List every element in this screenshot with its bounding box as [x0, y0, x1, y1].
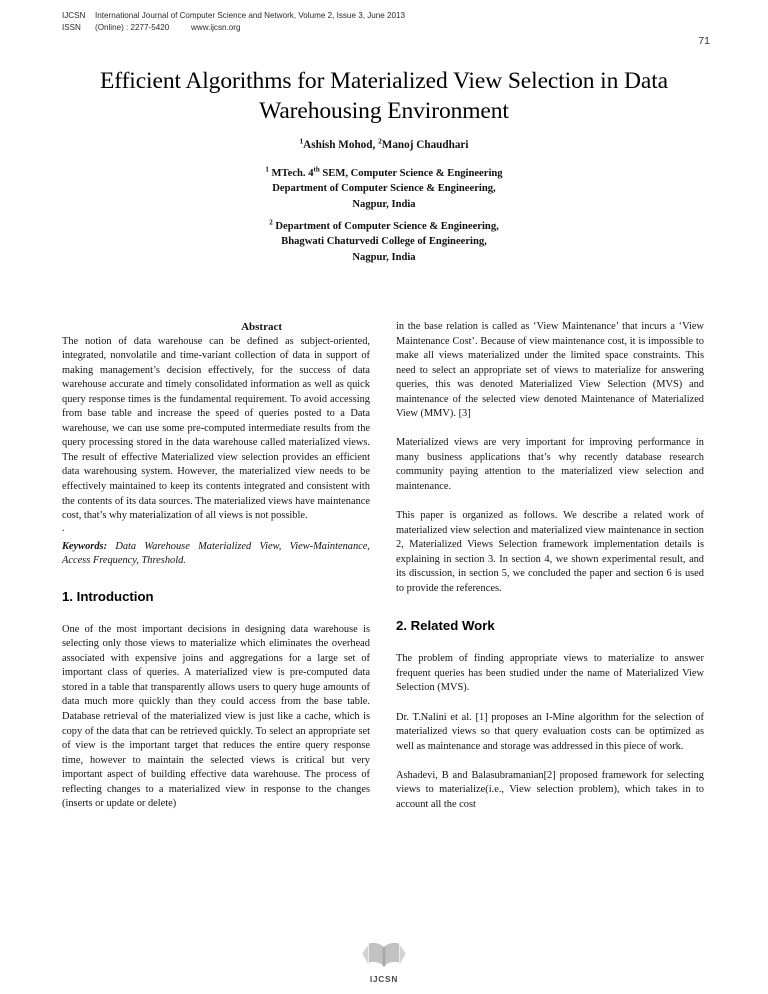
affiliation-2-line-2: Bhagwati Chaturvedi College of Engineering, — [281, 236, 487, 248]
page-number: 71 — [698, 35, 710, 47]
journal-full-title: International Journal of Computer Science and Network, Volume 2, Issue 3, June 2013 — [95, 11, 405, 20]
abstract-heading: Abstract — [241, 321, 282, 333]
introduction-paragraph: One of the most important decisions in designing data warehouse is selecting only those views to materialize which eliminates the overhead associated with expensive joins and aggregations for a large set of important class of queries. A materialized view is pre-computed data stored in a table that transparently allows users to query huge amounts of data much more quickly than they could access from the base table. Database retrieval of the materialized view is just like a cache, which is copy of the data that can be retrieved quickly. To select an appropriate set of view is the important target that reduces the entire query response time, however to maintain the selected views is critical but very important aspect of building effective data warehouse. The process of reflecting changes to a materialized view in response to the changes (inserts or update or delete) — [62, 623, 370, 810]
paper-organization-paragraph: This paper is organized as follows. We describe a related work of materialized view selection and materialized view maintenance in section 2, Materialized Views Selection framework implementation details is explaining in section 3. In section 4, we shown experimental result, and its discussion, in section 5, we concluded the paper and section 6 is used to provide the references. — [396, 510, 704, 594]
affiliation-1-text-a: MTech. 4 — [268, 168, 314, 179]
journal-running-head — [62, 10, 622, 33]
keywords-line — [62, 540, 370, 569]
section-heading-related-work: 2. Related Work — [396, 618, 495, 634]
related-work-paragraph-1: The problem of finding appropriate views to materialize to answer frequent queries has been studied under the name of Materialized View Selection (MVS). — [396, 653, 704, 694]
affiliation-2 — [84, 219, 684, 265]
author-list — [84, 138, 684, 152]
issn-value: (Online) : 2277-5420 — [95, 22, 170, 32]
affiliation-2-text: Department of Computer Science & Engineering, — [272, 221, 499, 232]
section-heading-introduction: 1. Introduction — [62, 588, 154, 604]
abstract-stray-mark: . — [62, 522, 65, 534]
affiliation-1-superscript: 1 — [265, 165, 269, 174]
open-book-icon — [356, 940, 412, 972]
issn-label: ISSN — [62, 22, 81, 32]
affiliation-1 — [84, 166, 684, 212]
left-column — [62, 320, 370, 812]
journal-header-line-1 — [62, 10, 622, 22]
affiliation-2-line-3: Nagpur, India — [352, 251, 416, 263]
affiliation-1-line-2: Department of Computer Science & Engineering, — [272, 183, 496, 195]
affiliation-1-text-b: SEM, Computer Science & Engineering — [319, 168, 503, 179]
affiliation-2-superscript: 2 — [269, 218, 273, 227]
journal-website: www.ijcsn.org — [191, 22, 241, 32]
paper-title: Efficient Algorithms for Materialized View Selection in Data Warehousing Environment — [100, 68, 668, 124]
materialized-views-importance-paragraph: Materialized views are very important for improving performance in many business applications that’s why recently database research community paying attention to the materialized view selection and maintenance. — [396, 437, 704, 493]
related-work-paragraph-2: Dr. T.Nalini et al. [1] proposes an I-Mine algorithm for the selection of materialized views so that query evaluation costs can be optimized as well as maintenance and storage was addressed in this piece of work. — [396, 711, 704, 752]
footer-logo-label: IJCSN — [369, 974, 399, 984]
author-2-superscript: 2 — [378, 136, 382, 146]
related-work-paragraph-3: Ashadevi, B and Balasubramanian[2] proposed framework for selecting views to materialize(i.e., View selection problem), which takes in to account all the cost — [396, 769, 704, 810]
footer-logo — [0, 940, 768, 984]
affiliation-1-ordinal: th — [313, 165, 320, 174]
author-1-superscript: 1 — [299, 136, 304, 146]
author-2-name: Manoj Chaudhari — [381, 139, 469, 151]
keywords-label: Keywords: — [62, 540, 108, 552]
abstract-body: The notion of data warehouse can be defined as subject-oriented, integrated, nonvolatile and time-variant collection of data in support of making management’s decision effectively, for the success of data warehouse accurate and timely consolidated information as well as quick query response times is the fundamental requirement. To avoid accessing from base table and increase the speed of queries posted to a Data warehouse, we can use some pre-computed intermediate results from the query processing stored in the data warehouse called materialized views. The result of effective Materialized view selection provides an efficient data warehousing system. However, the materialized view needs to be effectively maintained to keep its contents integrated and consistent with the contents of its data sources. The materialized views have maintenance cost, that’s why materialization of all views is not possible. — [62, 335, 370, 522]
right-column — [396, 320, 704, 812]
keywords-value: Data Warehouse Materialized View, View-Maintenance, Access Frequency, Threshold. — [62, 540, 370, 567]
affiliation-1-line-3: Nagpur, India — [352, 198, 416, 210]
journal-abbreviation: IJCSN — [62, 11, 86, 20]
author-1-name: Ashish Mohod, — [303, 139, 376, 151]
affiliation-1-line-1 — [84, 166, 684, 181]
journal-header-line-2 — [62, 22, 622, 34]
introduction-continued-paragraph: in the base relation is called as ‘View Maintenance’ that incurs a ‘View Maintenance Cost’. Because of view maintenance cost, it is impossible to make all views materialized under the limited space constraints. This need to select an appropriate set of views to materialize for answering queries, this was denoted Materialized View Selection (MVS) and maintenance of the selected view denoted Maintenance of Materialized View (MMV). [3] — [396, 321, 704, 420]
affiliation-2-line-1 — [84, 219, 684, 234]
